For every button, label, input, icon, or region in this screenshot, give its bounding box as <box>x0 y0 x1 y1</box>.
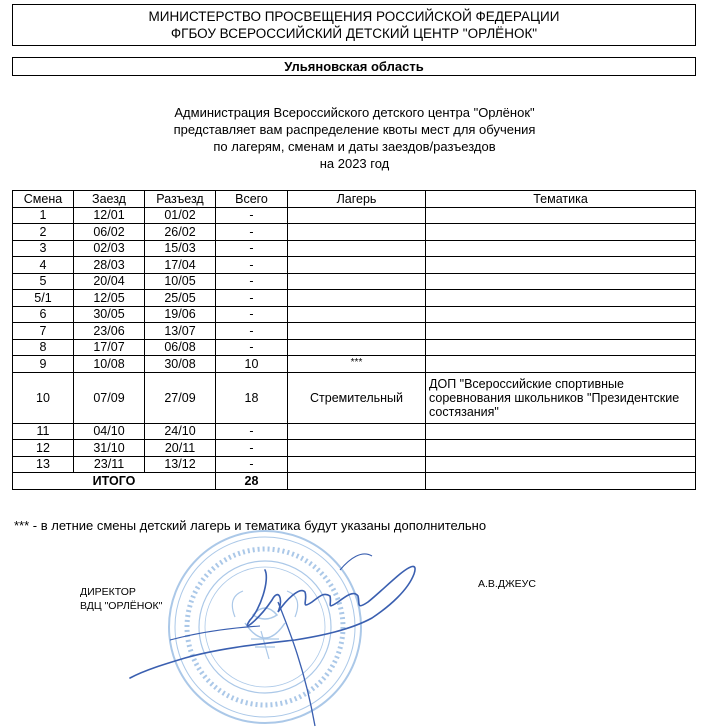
cell-arrival: 04/10 <box>74 423 145 440</box>
cell-shift: 7 <box>13 323 74 340</box>
cell-theme <box>426 423 696 440</box>
cell-total: - <box>216 224 288 241</box>
cell-shift: 11 <box>13 423 74 440</box>
cell-shift: 8 <box>13 339 74 356</box>
intro-text <box>0 104 709 172</box>
director-signature <box>110 540 450 728</box>
intro-line: по лагерям, сменам и даты заездов/разъездов <box>213 139 496 154</box>
cell-arrival: 23/06 <box>74 323 145 340</box>
center-title: ФГБОУ ВСЕРОССИЙСКИЙ ДЕТСКИЙ ЦЕНТР "ОРЛЁНОК" <box>170 26 538 41</box>
cell-camp: *** <box>288 356 426 373</box>
cell-theme <box>426 440 696 457</box>
cell-theme <box>426 323 696 340</box>
quota-table <box>12 190 696 490</box>
table-total-row <box>13 473 696 490</box>
director-title-line: ВДЦ "ОРЛЁНОК" <box>80 600 163 612</box>
col-header-camp: Лагерь <box>288 191 426 208</box>
cell-theme <box>426 207 696 224</box>
cell-camp <box>288 290 426 307</box>
col-header-shift: Смена <box>13 191 74 208</box>
cell-shift: 3 <box>13 240 74 257</box>
cell-camp <box>288 273 426 290</box>
footnote: *** - в летние смены детский лагерь и тематика будут указаны дополнительно <box>14 518 487 533</box>
table-row <box>13 273 696 290</box>
cell-total: - <box>216 240 288 257</box>
intro-line: представляет вам распределение квоты мест для обучения <box>173 122 536 137</box>
cell-arrival: 23/11 <box>74 456 145 473</box>
table-row <box>13 224 696 241</box>
table-row <box>13 323 696 340</box>
cell-camp <box>288 207 426 224</box>
table-row <box>13 372 696 423</box>
cell-departure: 10/05 <box>145 273 216 290</box>
cell-departure: 19/06 <box>145 306 216 323</box>
cell-departure: 24/10 <box>145 423 216 440</box>
cell-total: - <box>216 339 288 356</box>
cell-theme: ДОП "Всероссийские спортивные соревнования школьников "Президентские состязания" <box>426 372 696 423</box>
col-header-departure: Разъезд <box>145 191 216 208</box>
table-row <box>13 306 696 323</box>
ministry-title: МИНИСТЕРСТВО ПРОСВЕЩЕНИЯ РОССИЙСКОЙ ФЕДЕРАЦИИ <box>148 9 560 24</box>
table-body <box>13 207 696 473</box>
cell-arrival: 31/10 <box>74 440 145 457</box>
table-row <box>13 257 696 274</box>
cell-shift: 10 <box>13 372 74 423</box>
region-title: Ульяновская область <box>12 57 696 76</box>
cell-camp <box>288 306 426 323</box>
table-row <box>13 456 696 473</box>
cell-departure: 01/02 <box>145 207 216 224</box>
cell-theme <box>426 290 696 307</box>
cell-total: - <box>216 456 288 473</box>
cell-total: - <box>216 207 288 224</box>
cell-shift: 5/1 <box>13 290 74 307</box>
cell-arrival: 28/03 <box>74 257 145 274</box>
table-header-row <box>13 191 696 208</box>
col-header-theme: Тематика <box>426 191 696 208</box>
cell-camp <box>288 323 426 340</box>
col-header-arrival: Заезд <box>74 191 145 208</box>
cell-theme <box>426 257 696 274</box>
cell-departure: 13/12 <box>145 456 216 473</box>
cell-arrival: 06/02 <box>74 224 145 241</box>
cell-departure: 25/05 <box>145 290 216 307</box>
cell-departure: 15/03 <box>145 240 216 257</box>
cell-arrival: 20/04 <box>74 273 145 290</box>
table-row <box>13 356 696 373</box>
cell-theme <box>426 240 696 257</box>
total-theme-cell <box>426 473 696 490</box>
cell-departure: 17/04 <box>145 257 216 274</box>
cell-camp: Стремительный <box>288 372 426 423</box>
cell-arrival: 12/01 <box>74 207 145 224</box>
cell-camp <box>288 240 426 257</box>
cell-total: - <box>216 423 288 440</box>
cell-total: - <box>216 306 288 323</box>
cell-arrival: 10/08 <box>74 356 145 373</box>
total-label: ИТОГО <box>13 473 216 490</box>
cell-departure: 13/07 <box>145 323 216 340</box>
table-row <box>13 207 696 224</box>
cell-total: - <box>216 273 288 290</box>
cell-shift: 1 <box>13 207 74 224</box>
cell-departure: 26/02 <box>145 224 216 241</box>
cell-total: - <box>216 440 288 457</box>
cell-departure: 20/11 <box>145 440 216 457</box>
cell-total: - <box>216 257 288 274</box>
cell-arrival: 12/05 <box>74 290 145 307</box>
table-row <box>13 339 696 356</box>
director-name: А.В.ДЖЕУС <box>478 578 536 590</box>
cell-theme <box>426 306 696 323</box>
table-row <box>13 240 696 257</box>
cell-arrival: 07/09 <box>74 372 145 423</box>
cell-shift: 9 <box>13 356 74 373</box>
cell-arrival: 30/05 <box>74 306 145 323</box>
cell-camp <box>288 339 426 356</box>
table-row <box>13 423 696 440</box>
cell-shift: 4 <box>13 257 74 274</box>
total-camp-cell <box>288 473 426 490</box>
cell-total: - <box>216 323 288 340</box>
cell-camp <box>288 440 426 457</box>
director-title-line: ДИРЕКТОР <box>80 586 136 598</box>
cell-shift: 2 <box>13 224 74 241</box>
col-header-total: Всего <box>216 191 288 208</box>
cell-total: 10 <box>216 356 288 373</box>
cell-arrival: 17/07 <box>74 339 145 356</box>
cell-departure: 30/08 <box>145 356 216 373</box>
cell-total: 18 <box>216 372 288 423</box>
cell-shift: 13 <box>13 456 74 473</box>
cell-camp <box>288 257 426 274</box>
intro-line: на 2023 год <box>319 156 390 171</box>
cell-shift: 6 <box>13 306 74 323</box>
cell-camp <box>288 456 426 473</box>
table-row <box>13 290 696 307</box>
total-value: 28 <box>216 473 288 490</box>
cell-theme <box>426 339 696 356</box>
cell-shift: 5 <box>13 273 74 290</box>
cell-camp <box>288 224 426 241</box>
cell-theme <box>426 224 696 241</box>
cell-departure: 27/09 <box>145 372 216 423</box>
ministry-header <box>12 4 696 46</box>
cell-theme <box>426 456 696 473</box>
intro-line: Администрация Всероссийского детского центра "Орлёнок" <box>174 105 535 120</box>
cell-theme <box>426 273 696 290</box>
cell-total: - <box>216 290 288 307</box>
cell-departure: 06/08 <box>145 339 216 356</box>
cell-arrival: 02/03 <box>74 240 145 257</box>
cell-theme <box>426 356 696 373</box>
cell-shift: 12 <box>13 440 74 457</box>
table-row <box>13 440 696 457</box>
cell-camp <box>288 423 426 440</box>
